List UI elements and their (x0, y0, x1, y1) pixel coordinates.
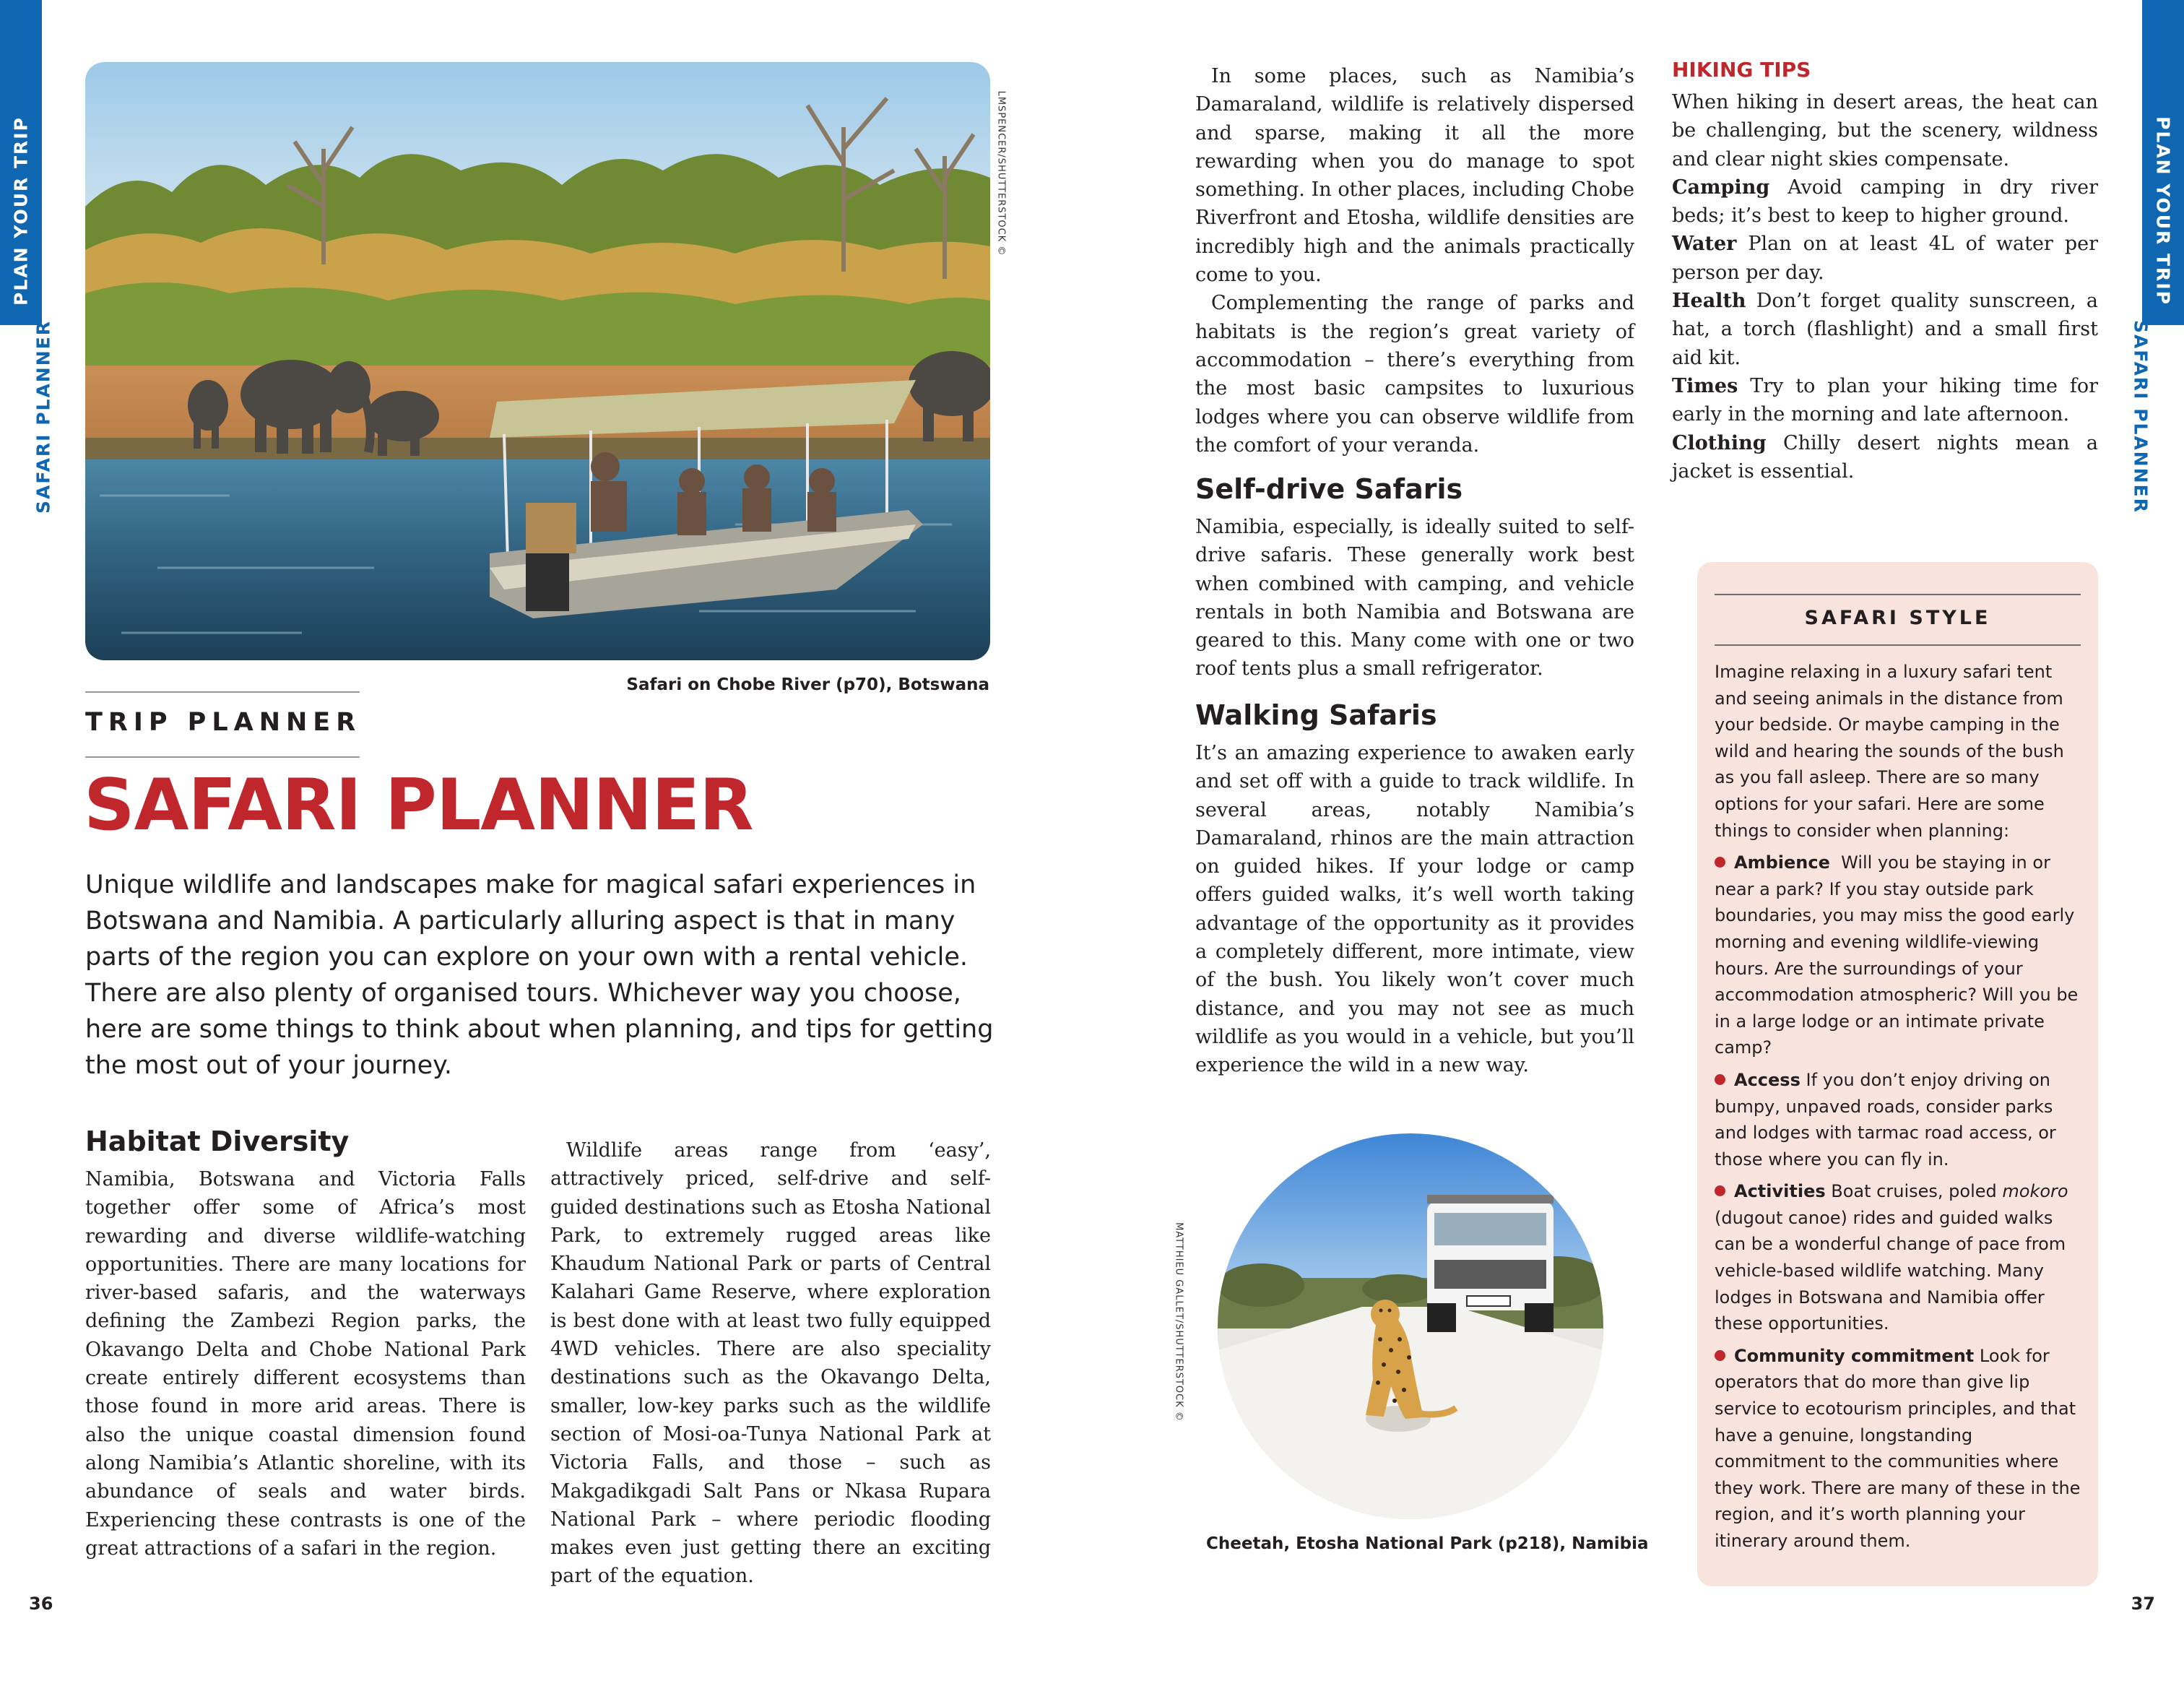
hiking-tips-heading: HIKING TIPS (1672, 58, 1811, 82)
kicker-top-rule (85, 691, 360, 693)
habitat-column-2 (550, 1136, 991, 1591)
safari-style-access: Access If you don’t enjoy driving on bumpy, unpaved roads, consider parks and lodges with tarmac road access, or those where you can fly in. (1715, 1069, 2056, 1170)
trip-planner-kicker: TRIP PLANNER (85, 708, 362, 737)
walking-section (1195, 739, 1634, 1080)
left-section-label: SAFARI PLANNER (32, 320, 54, 514)
column-3-top (1195, 62, 1634, 459)
safari-style-ambience: Ambience Will you be staying in or near a park? If you stay outside park boundaries, you may miss the good early morning and evening wildlife-viewing hours. Are the surroundings of your accommodation atmospheric? Will you be in a large lodge or an intimate private camp? (1715, 852, 2079, 1058)
safari-style-activities: Activities Boat cruises, poled mokoro (dugout canoe) rides and guided walks can be a wonderful change of pace from vehicle-based wildlife watching. Many lodges in Botswana and Namibia offer these opportunities. (1715, 1181, 2068, 1334)
chobe-river-photo (85, 62, 990, 660)
chobe-photo-caption: Safari on Chobe River (p70), Botswana (626, 675, 989, 694)
safari-style-intro: Imagine relaxing in a luxury safari tent and seeing animals in the distance from your bedside. Or maybe camping in the wild and hearing the sounds of the bush as you fall asleep. There are so many options for your safari. Here are some things to consider when planning: (1715, 662, 2064, 841)
bullet-icon (1715, 1074, 1725, 1085)
bullet-icon (1715, 857, 1725, 868)
hiking-tip-water: Water Plan on at least 4L of water per person per day. (1672, 233, 2098, 284)
kicker-bottom-rule (85, 756, 360, 758)
self-drive-section (1195, 513, 1634, 683)
cheetah-illustration (1218, 1133, 1603, 1519)
hiking-tip-times: Times Try to plan your hiking time for early in the morning and late afternoon. (1672, 374, 2098, 426)
page-title: SAFARI PLANNER (84, 764, 753, 847)
hiking-tips-list (1672, 88, 2098, 485)
chobe-river-illustration (85, 62, 990, 660)
habitat-diversity-heading: Habitat Diversity (85, 1125, 350, 1157)
right-plan-your-trip-label: PLAN YOUR TRIP (2152, 116, 2174, 306)
bullet-icon (1715, 1350, 1725, 1361)
page-number-right: 37 (2131, 1594, 2155, 1614)
safari-style-top-rule (1715, 594, 2081, 595)
chobe-photo-credit: LMSPENCER/SHUTTERSTOCK © (995, 90, 1007, 256)
hiking-tip-health: Health Don’t forget quality sunscreen, a hat, a torch (flashlight) and a small first aid kit. (1672, 290, 2098, 369)
intro-paragraph: Unique wildlife and landscapes make for magical safari experiences in Botswana and Namibia. A particularly alluring aspect is that in many parts of the region you can explore on your own with a rental vehicle. There are also plenty of organised tours. Whichever way you choose, here are some things to think about when planning, and tips for getting the most out of your journey. (85, 870, 994, 1080)
col3-para1: In some places, such as Namibia’s Damaraland, wildlife is relatively dispersed and sparse, making it all the more rewarding when you do manage to spot something. In other places, including Chobe Riverfront and Etosha, wildlife densities are incredibly high and the animals practically come to you. (1195, 65, 1634, 287)
habitat-column-1 (85, 1165, 526, 1563)
self-drive-text: Namibia, especially, is ideally suited to self-drive safaris. These generally work best when combined with camping, and vehicle rentals in both Namibia and Botswana are geared to this. Many come with one or two roof tents plus a small refrigerator. (1195, 516, 1634, 680)
safari-style-box (1697, 562, 2098, 1586)
right-section-label: SAFARI PLANNER (2130, 320, 2152, 514)
col3-para2: Complementing the range of parks and habitats is the region’s great variety of accommodation – there’s everything from the most basic campsites to luxurious lodges where you can observe wildlife from the comfort of your veranda. (1195, 292, 1634, 457)
walking-safaris-heading: Walking Safaris (1195, 699, 1437, 731)
hiking-tips-intro: When hiking in desert areas, the heat can be challenging, but the scenery, wildness and clear night skies compensate. (1672, 91, 2098, 170)
cheetah-photo-caption: Cheetah, Etosha National Park (p218), Namibia (1206, 1534, 1649, 1553)
cheetah-photo (1218, 1133, 1603, 1519)
safari-style-community: Community commitment Look for operators that do more than give lip service to ecotourism principles, and that have a genuine, longstanding commitment to the communities where they work. There are many of these in the region, and it’s worth planning your itinerary around them. (1715, 1345, 2081, 1551)
cheetah-photo-credit: MATTHIEU GALLET/SHUTTERSTOCK © (1173, 1222, 1184, 1422)
habitat-col1-text: Namibia, Botswana and Victoria Falls together offer some of Africa’s most rewarding and diverse wildlife-watching opportunities. There are many locations for river-based safaris, and the waterways defining the Zambezi Region parks, the Okavango Delta and Chobe National Park create entirely different ecosystems than those found in more arid areas. There is also the unique coastal dimension found along Namibia’s Atlantic shoreline, with its abundance of seals and water birds. Experiencing these contrasts is one of the great attractions of a safari in the region. (85, 1168, 526, 1560)
safari-style-content (1715, 659, 2083, 1560)
bullet-icon (1715, 1185, 1725, 1196)
left-plan-your-trip-label: PLAN YOUR TRIP (10, 116, 32, 306)
safari-style-bottom-rule (1715, 644, 2081, 646)
safari-style-title: SAFARI STYLE (1804, 607, 1991, 629)
habitat-col2-text: Wildlife areas range from ‘easy’, attractively priced, self-drive and self-guided destinations such as Etosha National Park, to extremely rugged areas like Khaudum National Park or parts of Central Kalahari Game Reserve, where exploration is best done with at least two fully equipped 4WD vehicles. There are also speciality destinations such as the Okavango Delta, smaller, low-key parks such as the wildlife section of Mosi-oa-Tunya National Park at Victoria Falls, and those – such as Makgadikgadi Salt Pans or Nkasa Rupara National Park – where periodic flooding makes even just getting there an exciting part of the equation. (550, 1139, 991, 1588)
hiking-tip-clothing: Clothing Chilly desert nights mean a jacket is essential. (1672, 431, 2098, 483)
self-drive-heading: Self-drive Safaris (1195, 473, 1463, 505)
page-number-left: 36 (29, 1594, 53, 1614)
walking-text: It’s an amazing experience to awaken early and set off with a guide to track wildlife. In several areas, notably Namibia’s Damaraland, rhinos are the main attraction on guided hikes. If your lodge or camp offers guided walks, it’s well worth taking advantage of the opportunity as it provides a completely different, more intimate, view of the bush. You likely won’t cover much distance, and you may not see as much wildlife as you would in a vehicle, but you’ll experience the wild in a new way. (1195, 742, 1634, 1077)
hiking-tip-camping: Camping Avoid camping in dry river beds; it’s best to keep to higher ground. (1672, 176, 2098, 228)
